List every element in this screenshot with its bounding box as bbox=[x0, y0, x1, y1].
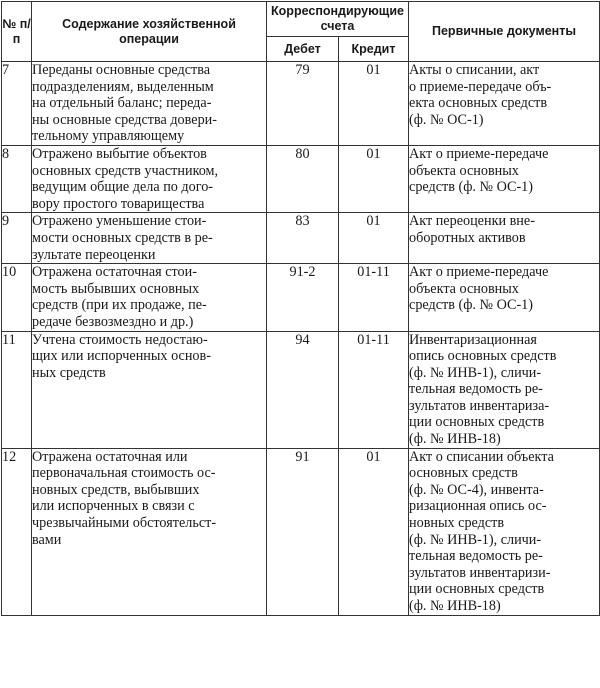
document-line: (ф. № ИНВ-1), сличи- bbox=[409, 364, 542, 381]
description-line: ведущим общие дела по дого- bbox=[32, 179, 214, 196]
description-line: новных средств, выбывших bbox=[32, 481, 200, 498]
description-line: мость выбывших основных bbox=[32, 280, 200, 297]
table-body bbox=[2, 62, 600, 616]
operations-table bbox=[1, 1, 600, 616]
description-line: редаче безвозмездно и др.) bbox=[32, 313, 194, 330]
header-description: Содержание хозяйственной операции bbox=[32, 2, 267, 62]
document-line: ции основных средств bbox=[409, 414, 545, 431]
row-credit: 01 bbox=[339, 62, 409, 146]
row-number: 8 bbox=[2, 145, 32, 212]
document-line: зультатов инвентаризи- bbox=[409, 564, 551, 581]
table-header bbox=[2, 2, 600, 62]
description-line: щих или испорченных основ- bbox=[32, 348, 211, 365]
document-line: оборотных активов bbox=[409, 229, 526, 246]
description-line: на отдельный баланс; переда- bbox=[32, 95, 212, 112]
row-documents bbox=[409, 264, 600, 331]
document-line: объекта основных bbox=[409, 162, 519, 179]
row-number: 11 bbox=[2, 331, 32, 448]
document-line: (ф. № ИНВ-18) bbox=[409, 431, 501, 448]
description-line: зультате переоценки bbox=[32, 246, 156, 263]
document-line: (ф. № ИНВ-18) bbox=[409, 598, 501, 614]
description-line: или испорченных в связи с bbox=[32, 498, 195, 515]
row-description bbox=[32, 145, 267, 212]
description-line: вами bbox=[32, 531, 62, 548]
description-line: чрезвычайными обстоятельст- bbox=[32, 515, 217, 532]
description-line: вору простого товарищества bbox=[32, 195, 205, 212]
document-line: средств (ф. № ОС-1) bbox=[409, 297, 533, 314]
document-line: (ф. № ОС-4), инвента- bbox=[409, 481, 544, 498]
row-number: 7 bbox=[2, 62, 32, 146]
row-number: 12 bbox=[2, 448, 32, 615]
row-number: 10 bbox=[2, 264, 32, 331]
row-debit: 94 bbox=[267, 331, 339, 448]
document-line: объекта основных bbox=[409, 280, 519, 297]
document-line: тельная ведомость ре- bbox=[409, 548, 543, 565]
document-line: о приеме-передаче объ- bbox=[409, 78, 552, 95]
document-line: Акт о приеме-передаче bbox=[409, 145, 549, 162]
table-row bbox=[2, 145, 600, 212]
row-credit: 01-11 bbox=[339, 264, 409, 331]
document-line: Акт переоценки вне- bbox=[409, 213, 535, 230]
document-line: екта основных средств bbox=[409, 95, 548, 112]
document-line: Акт о списании объекта bbox=[409, 448, 554, 465]
row-description bbox=[32, 448, 267, 615]
row-description bbox=[32, 264, 267, 331]
row-debit: 91-2 bbox=[267, 264, 339, 331]
document-line: Акт о приеме-передаче bbox=[409, 264, 549, 281]
row-debit: 91 bbox=[267, 448, 339, 615]
description-line: Отражено выбытие объектов bbox=[32, 145, 207, 162]
description-line: Отражено уменьшение стои- bbox=[32, 213, 207, 230]
header-num: № п/п bbox=[2, 2, 32, 62]
row-description bbox=[32, 331, 267, 448]
table-row bbox=[2, 62, 600, 146]
description-line: ны основные средства довери- bbox=[32, 111, 217, 128]
document-line: опись основных средств bbox=[409, 348, 557, 365]
description-line: основных средств участником, bbox=[32, 162, 219, 179]
header-credit: Кредит bbox=[339, 37, 409, 62]
row-credit: 01 bbox=[339, 448, 409, 615]
table-row bbox=[2, 264, 600, 331]
description-line: ных средств bbox=[32, 364, 106, 381]
row-debit: 80 bbox=[267, 145, 339, 212]
document-line: средств (ф. № ОС-1) bbox=[409, 179, 533, 196]
row-credit: 01 bbox=[339, 145, 409, 212]
description-line: Отражена остаточная или bbox=[32, 448, 188, 465]
description-line: тельному управляющему bbox=[32, 128, 185, 145]
table-row bbox=[2, 213, 600, 264]
description-line: первоначальная стоимость ос- bbox=[32, 465, 216, 482]
header-debit: Дебет bbox=[267, 37, 339, 62]
header-documents: Первичные документы bbox=[409, 2, 600, 62]
table-row bbox=[2, 331, 600, 448]
description-line: мости основных средств в ре- bbox=[32, 229, 213, 246]
row-documents bbox=[409, 331, 600, 448]
document-line: (ф. № ИНВ-1), сличи- bbox=[409, 531, 542, 548]
header-accounts: Корреспондирующие счета bbox=[267, 2, 409, 37]
description-line: средств (при их продаже, пе- bbox=[32, 297, 207, 314]
document-line: ции основных средств bbox=[409, 581, 545, 598]
row-description bbox=[32, 213, 267, 264]
description-line: Переданы основные средства bbox=[32, 62, 211, 78]
row-debit: 79 bbox=[267, 62, 339, 146]
row-documents bbox=[409, 448, 600, 615]
row-credit: 01 bbox=[339, 213, 409, 264]
description-line: Учтена стоимость недостаю- bbox=[32, 331, 208, 348]
document-line: ризационная опись ос- bbox=[409, 498, 547, 515]
document-line: (ф. № ОС-1) bbox=[409, 111, 484, 128]
document-line: Акты о списании, акт bbox=[409, 62, 540, 78]
row-credit: 01-11 bbox=[339, 331, 409, 448]
document-line: зультатов инвентариза- bbox=[409, 397, 550, 414]
row-description bbox=[32, 62, 267, 146]
row-number: 9 bbox=[2, 213, 32, 264]
document-line: Инвентаризационная bbox=[409, 331, 537, 348]
row-documents bbox=[409, 62, 600, 146]
table-row bbox=[2, 448, 600, 615]
document-line: основных средств bbox=[409, 465, 518, 482]
document-line: тельная ведомость ре- bbox=[409, 381, 543, 398]
row-debit: 83 bbox=[267, 213, 339, 264]
row-documents bbox=[409, 213, 600, 264]
description-line: Отражена остаточная стои- bbox=[32, 264, 197, 281]
description-line: подразделениям, выделенным bbox=[32, 78, 214, 95]
document-line: новных средств bbox=[409, 515, 505, 532]
row-documents bbox=[409, 145, 600, 212]
